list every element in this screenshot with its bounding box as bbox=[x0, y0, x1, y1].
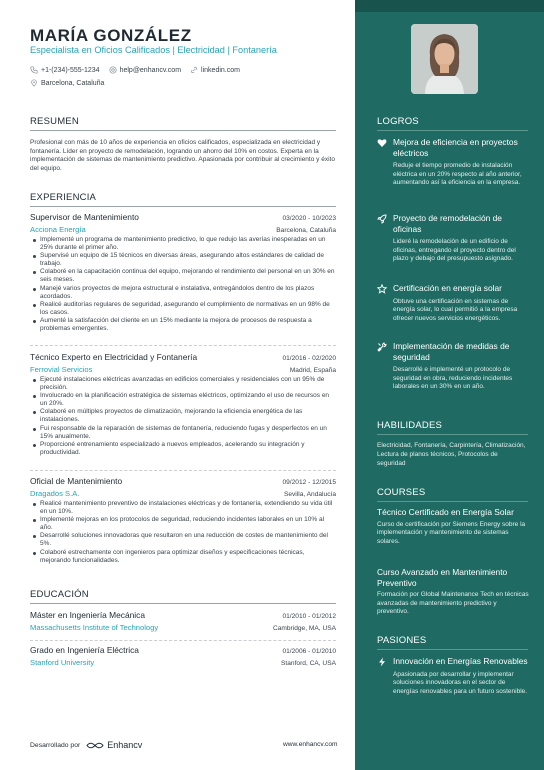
rocket-icon bbox=[377, 214, 387, 224]
job-location: Barcelona, Cataluña bbox=[276, 227, 336, 234]
course-title: Curso Avanzado en Mantenimiento Preventivo bbox=[377, 567, 508, 588]
job-separator bbox=[30, 345, 336, 346]
degree-title: Grado en Ingeniería Eléctrica bbox=[30, 645, 139, 655]
job-entry bbox=[30, 476, 336, 565]
job-location: Madrid, España bbox=[289, 367, 336, 374]
job-entry bbox=[30, 212, 336, 333]
job-bullet: Desarrollé soluciones innovadoras que resultaron en una reducción de costes de mantenimiento del 5%. bbox=[30, 532, 336, 548]
location-row bbox=[30, 79, 113, 87]
achievement-title: Mejora de eficiencia en proyectos eléctricos bbox=[393, 137, 518, 158]
course-title: Técnico Certificado en Energía Solar bbox=[377, 507, 514, 517]
summary-heading: RESUMEN bbox=[30, 116, 79, 127]
job-bullets bbox=[30, 500, 336, 565]
achievement-title: Certificación en energía solar bbox=[393, 283, 502, 293]
location-contact bbox=[30, 79, 104, 87]
job-bullet: Involucrado en la planificación estratégica de sistemas eléctricos, optimizando el uso de recursos en un 20%. bbox=[30, 392, 336, 408]
school-name: Massachusetts Institute of Technology bbox=[30, 623, 159, 632]
summary-divider bbox=[30, 130, 336, 131]
contact-row bbox=[30, 66, 249, 74]
bolt-icon bbox=[377, 657, 387, 667]
courses-heading: COURSES bbox=[377, 487, 426, 498]
avatar-icon bbox=[411, 24, 478, 94]
achievement-desc: Desarrollé e implementé un protocolo de seguridad en obra, reduciendo incidentes laborales en un 30% en un año. bbox=[393, 366, 513, 390]
job-bullet: Implementé un programa de mantenimiento predictivo, lo que redujo las averías inesperadas en un 25% durante el primer año. bbox=[30, 236, 336, 252]
footer-url[interactable]: www.enhancv.com bbox=[283, 741, 338, 748]
passions-divider bbox=[377, 649, 528, 650]
achievement-desc: Lideré la remodelación de un edificio de oficinas, entregando el proyecto dentro del plazo y debajo del presupuesto asignado. bbox=[393, 238, 516, 262]
school-location: Cambridge, MA, USA bbox=[272, 625, 336, 632]
job-location: Sevilla, Andalucía bbox=[283, 491, 336, 498]
candidate-name: MARÍA GONZÁLEZ bbox=[30, 26, 192, 45]
job-title: Técnico Experto en Electricidad y Fontanería bbox=[30, 352, 198, 362]
job-dates: 09/2012 - 12/2015 bbox=[282, 479, 336, 486]
job-dates: 03/2020 - 10/2023 bbox=[282, 215, 336, 222]
course-desc: Curso de certificación por Siemens Energy sobre la implementación y mantenimiento de sistemas solares. bbox=[377, 520, 526, 545]
job-bullets bbox=[30, 376, 336, 457]
phone-icon bbox=[30, 66, 38, 74]
passion-item bbox=[377, 656, 529, 696]
job-bullet: Proporcioné entrenamiento especializado a nuevos empleados, acelerando su integración y productividad. bbox=[30, 441, 336, 457]
heart-icon bbox=[377, 138, 387, 148]
job-bullet: Colaboré estrechamente con ingenieros para optimizar diseños y especificaciones técnicas, mejorando funcionalidades. bbox=[30, 549, 336, 565]
job-entry bbox=[30, 352, 336, 457]
achievement-desc: Obtuve una certificación en sistemas de energía solar, lo cual permitió a la empresa ofrecer nuevos servicios energéticos. bbox=[393, 297, 518, 322]
enhancv-logo-icon bbox=[86, 741, 104, 750]
passion-title: Innovación en Energías Renovables bbox=[393, 656, 528, 666]
education-dates: 01/2006 - 01/2010 bbox=[282, 648, 336, 655]
achievement-title: Implementación de medidas de seguridad bbox=[393, 341, 510, 362]
education-dates: 01/2010 - 01/2012 bbox=[282, 613, 336, 620]
school-location: Stanford, CA, USA bbox=[281, 660, 336, 667]
job-bullet: Ejecuté instalaciones eléctricas avanzadas en edificios comerciales y residenciales con un 95% de precisión. bbox=[30, 376, 336, 392]
achievement-item bbox=[377, 341, 529, 392]
job-separator bbox=[30, 470, 336, 471]
achievement-item bbox=[377, 137, 529, 188]
job-bullet: Manejé varios proyectos de mejora estructural e instalativa, entregándolos dentro de los plazos acordados. bbox=[30, 285, 336, 301]
brand-name: Enhancv bbox=[107, 740, 143, 750]
achievement-item bbox=[377, 283, 529, 323]
location-pin-icon bbox=[30, 79, 38, 87]
achievements-divider bbox=[377, 130, 528, 131]
phone-text: +1-(234)-555-1234 bbox=[41, 66, 100, 74]
summary-text: Profesional con más de 10 años de experiencia en oficios calificados, especializada en electricidad y fontanería. Líder en proyecto de remodelación, logrando un ahorro del 10% en costos. Experta en la implementación de sistemas de mantenimiento predictivo. Apasionada por contribuir al crecimiento y éxito del equipo. bbox=[30, 139, 335, 172]
email-text: help@enhancv.com bbox=[119, 66, 182, 74]
skills-heading: HABILIDADES bbox=[377, 420, 443, 431]
job-title: Supervisor de Mantenimiento bbox=[30, 212, 139, 222]
course-item bbox=[377, 507, 529, 546]
job-company: Dragados S.A. bbox=[30, 489, 80, 498]
star-icon bbox=[377, 284, 387, 294]
candidate-headline: Especialista en Oficios Calificados | Electricidad | Fontanería bbox=[30, 45, 277, 55]
skills-text: Electricidad, Fontanería, Carpintería, Climatización, Lectura de planos técnicos, Protocolos de seguridad bbox=[377, 442, 526, 467]
job-bullet: Aumenté la satisfacción del cliente en un 15% mediante la mejora de procesos de respuesta a problemas emergentes. bbox=[30, 317, 336, 333]
passion-desc: Apasionada por desarrollar y implementar soluciones innovadoras en el sector de energías renovables para un futuro sostenible. bbox=[393, 670, 528, 695]
job-company: Ferrovial Servicios bbox=[30, 365, 93, 374]
brand-logo[interactable] bbox=[86, 740, 142, 750]
courses-divider bbox=[377, 501, 528, 502]
course-desc: Formación por Global Maintenance Tech en técnicas avanzadas de mantenimiento predictivo y preventivo. bbox=[377, 591, 529, 615]
job-bullet: Realicé auditorías regulares de seguridad, asegurando el cumplimiento de normativas en un 98% de los casos. bbox=[30, 301, 336, 317]
website-text: linkedin.com bbox=[201, 66, 240, 74]
experience-divider bbox=[30, 206, 336, 207]
job-title: Oficial de Mantenimiento bbox=[30, 476, 123, 486]
job-bullets bbox=[30, 236, 336, 333]
profile-photo bbox=[411, 24, 478, 94]
education-entry bbox=[30, 645, 336, 667]
skills-divider bbox=[377, 434, 528, 435]
degree-title: Máster en Ingeniería Mecánica bbox=[30, 610, 145, 620]
location-text: Barcelona, Cataluña bbox=[41, 79, 105, 87]
job-bullet: Realicé mantenimiento preventivo de instalaciones eléctricas y de fontanería, extendiendo su vida útil en un 10%. bbox=[30, 500, 336, 516]
job-company: Acciona Energía bbox=[30, 225, 86, 234]
sidebar bbox=[355, 0, 544, 770]
job-bullet: Colaboré en múltiples proyectos de climatización, mejorando la eficiencia energética de las instalaciones. bbox=[30, 408, 336, 424]
education-entry bbox=[30, 610, 336, 632]
at-icon bbox=[109, 66, 117, 74]
job-bullet: Supervisé un equipo de 15 técnicos en diversas áreas, asegurando altos estándares de calidad de trabajo. bbox=[30, 252, 336, 268]
experience-heading: EXPERIENCIA bbox=[30, 192, 97, 203]
website-contact[interactable] bbox=[190, 66, 240, 74]
school-name: Stanford University bbox=[30, 658, 95, 667]
job-bullet: Implementé mejoras en los protocolos de seguridad, reduciendo incidentes laborales en un 10% al año. bbox=[30, 516, 336, 532]
job-bullet: Fui responsable de la reparación de sistemas de fontanería, reduciendo fugas y desperfectos en un 15% anualmente. bbox=[30, 425, 336, 441]
email-contact[interactable] bbox=[109, 66, 181, 74]
achievement-desc: Reduje el tiempo promedio de instalación eléctrica en un 20% respecto al año anterior, aumentando así la eficiencia en la empresa. bbox=[393, 162, 522, 186]
powered-by-text: Desarrollado por bbox=[30, 741, 81, 749]
sidebar-top-bar bbox=[355, 0, 544, 12]
achievement-title: Proyecto de remodelación de oficinas bbox=[393, 213, 502, 234]
education-separator bbox=[30, 640, 336, 641]
job-dates: 01/2016 - 02/2020 bbox=[282, 355, 336, 362]
footer-credit bbox=[30, 740, 142, 750]
job-bullet: Colaboré en la capacitación continua del equipo, mejorando el rendimiento del personal en un 30% en seis meses. bbox=[30, 268, 336, 284]
link-icon bbox=[190, 66, 198, 74]
achievement-item bbox=[377, 213, 529, 264]
passions-heading: PASIONES bbox=[377, 635, 427, 646]
tools-icon bbox=[377, 342, 387, 352]
course-item bbox=[377, 567, 529, 617]
achievements-heading: LOGROS bbox=[377, 116, 419, 127]
education-heading: EDUCACIÓN bbox=[30, 589, 89, 600]
education-divider bbox=[30, 603, 336, 604]
phone-contact[interactable] bbox=[30, 66, 100, 74]
